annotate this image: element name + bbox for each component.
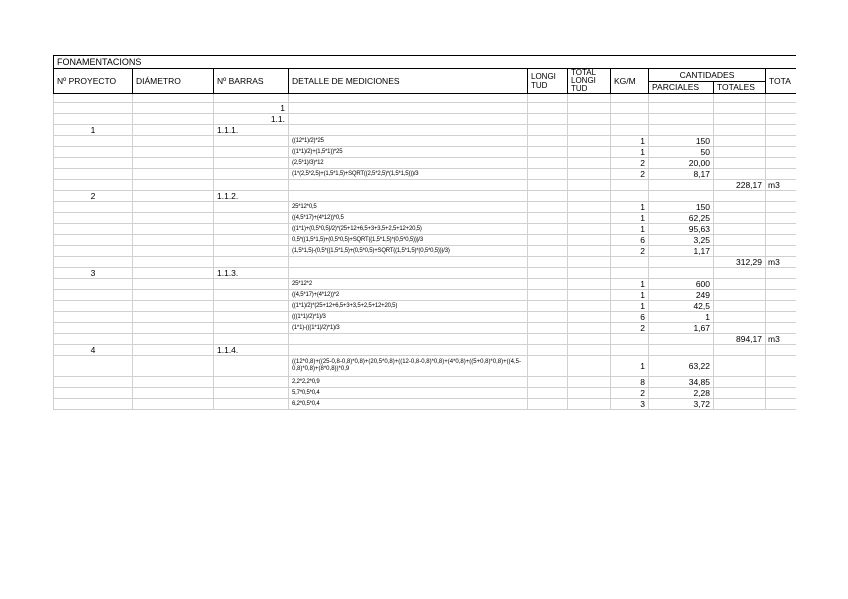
table-row bbox=[54, 312, 797, 323]
section-unit: m3 bbox=[766, 334, 797, 345]
header-total: TOTA bbox=[766, 69, 797, 94]
header-kgm: KG/M bbox=[611, 69, 649, 94]
kgm-cell: 1 bbox=[611, 224, 649, 235]
parcial-cell: 600 bbox=[649, 279, 714, 290]
measurements-table bbox=[53, 55, 796, 410]
table-row bbox=[54, 213, 797, 224]
header-longitud: LONGI TUD bbox=[528, 69, 568, 94]
parcial-cell: 1,67 bbox=[649, 323, 714, 334]
header-cantidades: CANTIDADES bbox=[649, 69, 766, 82]
proyecto-number: 4 bbox=[54, 345, 133, 356]
parcial-cell: 95,63 bbox=[649, 224, 714, 235]
kgm-cell: 1 bbox=[611, 279, 649, 290]
section-header-row bbox=[54, 125, 797, 136]
table-row bbox=[54, 377, 797, 388]
kgm-cell: 1 bbox=[611, 147, 649, 158]
parcial-cell: 3,25 bbox=[649, 235, 714, 246]
level2-code: 1.1. bbox=[214, 114, 289, 125]
detalle-cell: 25*12*2 bbox=[289, 279, 528, 290]
detalle-cell: (1,5*1,5)-(0,5*((1,5*1,5)+(0,5*0,5)+SQRT((1,5*1,5)*(0,5*0,5)))/3) bbox=[289, 246, 528, 257]
table-row bbox=[54, 136, 797, 147]
header-proyecto: Nº PROYECTO bbox=[54, 69, 133, 94]
detalle-cell: (2,5*1)/3)*12 bbox=[289, 158, 528, 169]
section-total-row bbox=[54, 180, 797, 191]
table-row bbox=[54, 169, 797, 180]
header-row-1 bbox=[54, 69, 797, 82]
parcial-cell: 34,85 bbox=[649, 377, 714, 388]
header-detalle: DETALLE DE MEDICIONES bbox=[289, 69, 528, 94]
table-row bbox=[54, 246, 797, 257]
detalle-cell: ((12*1)/2)*25 bbox=[289, 136, 528, 147]
kgm-cell: 2 bbox=[611, 158, 649, 169]
kgm-cell: 2 bbox=[611, 323, 649, 334]
parcial-cell: 20,00 bbox=[649, 158, 714, 169]
parcial-cell: 1,17 bbox=[649, 246, 714, 257]
parcial-cell: 8,17 bbox=[649, 169, 714, 180]
section-code: 1.1.4. bbox=[214, 345, 289, 356]
section-code: 1.1.2. bbox=[214, 191, 289, 202]
table-row bbox=[54, 158, 797, 169]
section-total: 894,17 bbox=[714, 334, 766, 345]
kgm-cell: 2 bbox=[611, 388, 649, 399]
detalle-cell: 25*12*0,5 bbox=[289, 202, 528, 213]
table-row bbox=[54, 290, 797, 301]
parcial-cell: 50 bbox=[649, 147, 714, 158]
section-header-row bbox=[54, 268, 797, 279]
kgm-cell: 2 bbox=[611, 246, 649, 257]
table-row bbox=[54, 301, 797, 312]
parcial-cell: 62,25 bbox=[649, 213, 714, 224]
kgm-cell: 1 bbox=[611, 301, 649, 312]
parcial-cell: 150 bbox=[649, 202, 714, 213]
level1-code: 1 bbox=[214, 103, 289, 114]
detalle-cell: ((12*0,8)+((25-0,8-0,8)*0,8)+(20,5*0,8)+((12-0,8-0,8)*0,8)+(4*0,8)+((5+0,8)*0,8)+((4,5-0,8)*0,8)+(8*0,8))*0,9 bbox=[289, 356, 528, 377]
parcial-cell: 2,28 bbox=[649, 388, 714, 399]
detalle-cell: (1*1)-(((1*1)/2)*1)/3 bbox=[289, 323, 528, 334]
parcial-cell: 42,5 bbox=[649, 301, 714, 312]
section-code: 1.1.3. bbox=[214, 268, 289, 279]
kgm-cell: 6 bbox=[611, 235, 649, 246]
detalle-cell: ((1*1)+(0,5*0,5)/2)*(25+12+6,5+3+3,5+2,5+12+20,5) bbox=[289, 224, 528, 235]
table-row bbox=[54, 235, 797, 246]
spacer-row bbox=[54, 94, 797, 103]
kgm-cell: 1 bbox=[611, 136, 649, 147]
section-header-row bbox=[54, 345, 797, 356]
level1-row bbox=[54, 103, 797, 114]
detalle-cell: ((1*1)/2)*(25+12+6,5+3+3,5+2,5+12+20,5) bbox=[289, 301, 528, 312]
section-header-row bbox=[54, 191, 797, 202]
kgm-cell: 1 bbox=[611, 202, 649, 213]
section-unit: m3 bbox=[766, 180, 797, 191]
parcial-cell: 249 bbox=[649, 290, 714, 301]
kgm-cell: 1 bbox=[611, 290, 649, 301]
table-row bbox=[54, 388, 797, 399]
level2-row bbox=[54, 114, 797, 125]
header-totales: TOTALES bbox=[714, 81, 766, 94]
table-row bbox=[54, 323, 797, 334]
detalle-cell: 2,2*2,2*0,9 bbox=[289, 377, 528, 388]
section-total: 312,29 bbox=[714, 257, 766, 268]
kgm-cell: 8 bbox=[611, 377, 649, 388]
title-row bbox=[54, 56, 797, 69]
proyecto-number: 1 bbox=[54, 125, 133, 136]
header-parciales: PARCIALES bbox=[649, 81, 714, 94]
parcial-cell: 3,72 bbox=[649, 399, 714, 410]
detalle-cell: ((4,5*17)+(4*12))*2 bbox=[289, 290, 528, 301]
section-unit: m3 bbox=[766, 257, 797, 268]
detalle-cell: 5,7*0,5*0,4 bbox=[289, 388, 528, 399]
table-row bbox=[54, 279, 797, 290]
header-total-longitud: TOTAL LONGI TUD bbox=[568, 69, 611, 94]
sections-body bbox=[54, 125, 797, 410]
kgm-cell: 3 bbox=[611, 399, 649, 410]
detalle-cell: 6,2*0,5*0,4 bbox=[289, 399, 528, 410]
sheet-title: FONAMENTACIONS bbox=[54, 56, 797, 69]
detalle-cell: (1*(2,5*2,5)+(1,5*1,5)+SQRT((2,5*2,5)*(1,5*1,5)))/3 bbox=[289, 169, 528, 180]
table-row bbox=[54, 147, 797, 158]
proyecto-number: 2 bbox=[54, 191, 133, 202]
detalle-cell: ((4,5*17)+(4*12))*0,5 bbox=[289, 213, 528, 224]
spreadsheet bbox=[53, 55, 796, 537]
detalle-cell: 0,5*((1,5*1,5)+(0,5*0,5)+SQRT((1,5*1,5)*(0,5*0,5)))/3 bbox=[289, 235, 528, 246]
header-barras: Nº BARRAS bbox=[214, 69, 289, 94]
table-row bbox=[54, 399, 797, 410]
table-row bbox=[54, 202, 797, 213]
section-code: 1.1.1. bbox=[214, 125, 289, 136]
proyecto-number: 3 bbox=[54, 268, 133, 279]
kgm-cell: 2 bbox=[611, 169, 649, 180]
table-row bbox=[54, 224, 797, 235]
header-diametro: DIÁMETRO bbox=[133, 69, 214, 94]
parcial-cell: 63,22 bbox=[649, 356, 714, 377]
parcial-cell: 1 bbox=[649, 312, 714, 323]
kgm-cell: 6 bbox=[611, 312, 649, 323]
section-total: 228,17 bbox=[714, 180, 766, 191]
detalle-cell: (((1*1)/2)*1)/3 bbox=[289, 312, 528, 323]
kgm-cell: 1 bbox=[611, 356, 649, 377]
kgm-cell: 1 bbox=[611, 213, 649, 224]
section-total-row bbox=[54, 334, 797, 345]
parcial-cell: 150 bbox=[649, 136, 714, 147]
table-row bbox=[54, 356, 797, 377]
section-total-row bbox=[54, 257, 797, 268]
detalle-cell: ((1*1)/2)+(1,5*1))*25 bbox=[289, 147, 528, 158]
